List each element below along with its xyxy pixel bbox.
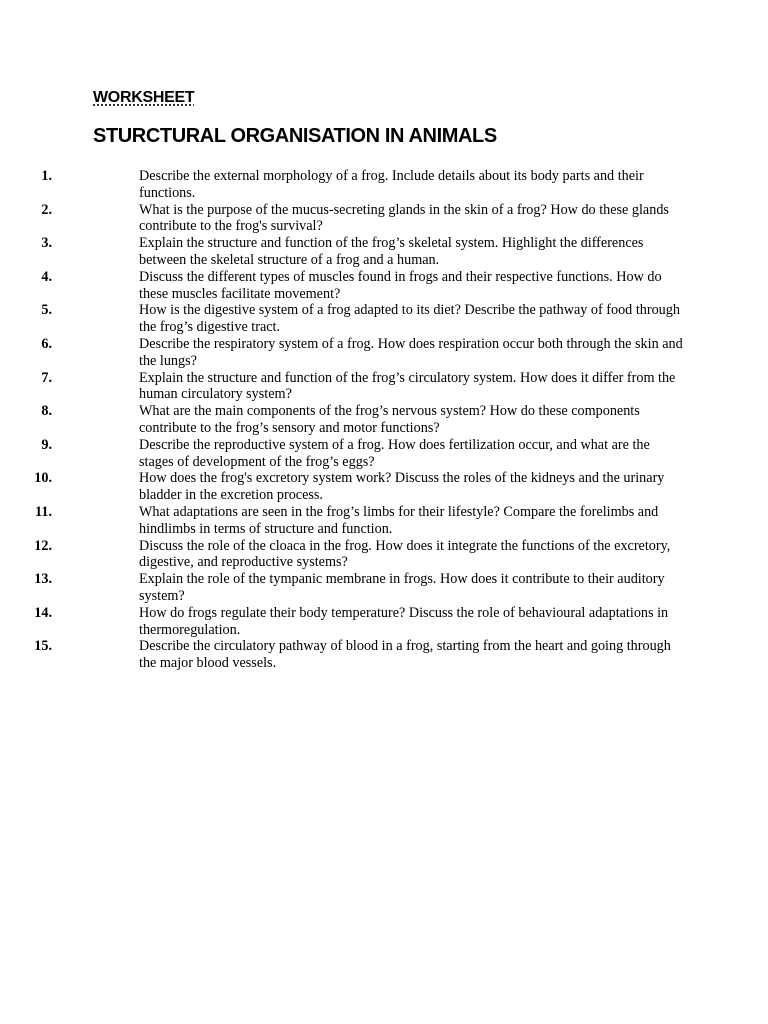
- list-item: [0, 302, 684, 336]
- question-text: Explain the structure and function of the frog’s circulatory system. How does it differ from the human circulatory system?: [139, 369, 676, 403]
- question-number: 4.: [41, 268, 52, 285]
- question-text: Discuss the different types of muscles found in frogs and their respective functions. How do these muscles facilitate movement?: [139, 268, 662, 302]
- question-number: 12.: [34, 537, 52, 554]
- question-number: 8.: [41, 403, 52, 420]
- list-item: [0, 202, 684, 236]
- list-item: [0, 370, 684, 404]
- question-number: 7.: [41, 369, 52, 386]
- question-text: Describe the reproductive system of a frog. How does fertilization occur, and what are the stages of development of the frog’s eggs?: [139, 436, 650, 470]
- list-item: [0, 504, 684, 538]
- list-item: [0, 235, 684, 269]
- worksheet-title: STURCTURAL ORGANISATION IN ANIMALS: [93, 125, 497, 147]
- question-text: Discuss the role of the cloaca in the frog. How does it integrate the functions of the excretory, digestive, and reproductive systems?: [139, 537, 671, 571]
- question-text: Describe the respiratory system of a frog. How does respiration occur both through the skin and the lungs?: [139, 335, 683, 369]
- question-number: 15.: [34, 638, 52, 655]
- list-item: [0, 605, 684, 639]
- list-item: [0, 336, 684, 370]
- list-item: [0, 168, 684, 202]
- question-list: [0, 168, 768, 672]
- question-number: 14.: [34, 604, 52, 621]
- question-number: 1.: [41, 168, 52, 184]
- list-item: [0, 470, 684, 504]
- worksheet-label: WORKSHEET: [93, 89, 195, 106]
- question-number: 5.: [41, 302, 52, 319]
- question-text: Describe the external morphology of a frog. Include details about its body parts and their functions.: [139, 168, 644, 201]
- question-number: 2.: [41, 201, 52, 218]
- list-item: [0, 638, 684, 672]
- question-number: 10.: [34, 470, 52, 487]
- question-text: How is the digestive system of a frog adapted to its diet? Describe the pathway of food through the frog’s digestive tract.: [139, 302, 680, 336]
- list-item: [0, 571, 684, 605]
- list-item: [0, 437, 684, 471]
- question-text: How does the frog's excretory system work? Discuss the roles of the kidneys and the urinary bladder in the excretion process.: [139, 470, 665, 504]
- question-text: How do frogs regulate their body temperature? Discuss the role of behavioural adaptations in thermoregulation.: [139, 604, 669, 638]
- question-text: Explain the role of the tympanic membrane in frogs. How does it contribute to their auditory system?: [139, 571, 665, 604]
- question-text: What are the main components of the frog’s nervous system? How do these components contribute to the frog’s sensory and motor functions?: [139, 403, 640, 436]
- list-item: [0, 403, 684, 437]
- question-text: What is the purpose of the mucus-secreting glands in the skin of a frog? How do these glands contribute to the frog's survival?: [139, 201, 669, 235]
- question-number: 13.: [34, 571, 52, 588]
- question-number: 9.: [41, 436, 52, 453]
- question-text: Explain the structure and function of the frog’s skeletal system. Highlight the differences between the skeletal structure of a frog and a human.: [139, 235, 644, 268]
- question-number: 11.: [35, 503, 52, 520]
- question-number: 6.: [41, 335, 52, 352]
- question-number: 3.: [41, 235, 52, 252]
- list-item: [0, 269, 684, 303]
- question-text: What adaptations are seen in the frog’s limbs for their lifestyle? Compare the forelimbs and hindlimbs in terms of structure and function.: [139, 503, 659, 537]
- question-text: Describe the circulatory pathway of blood in a frog, starting from the heart and going through the major blood vessels.: [139, 638, 671, 672]
- list-item: [0, 538, 684, 572]
